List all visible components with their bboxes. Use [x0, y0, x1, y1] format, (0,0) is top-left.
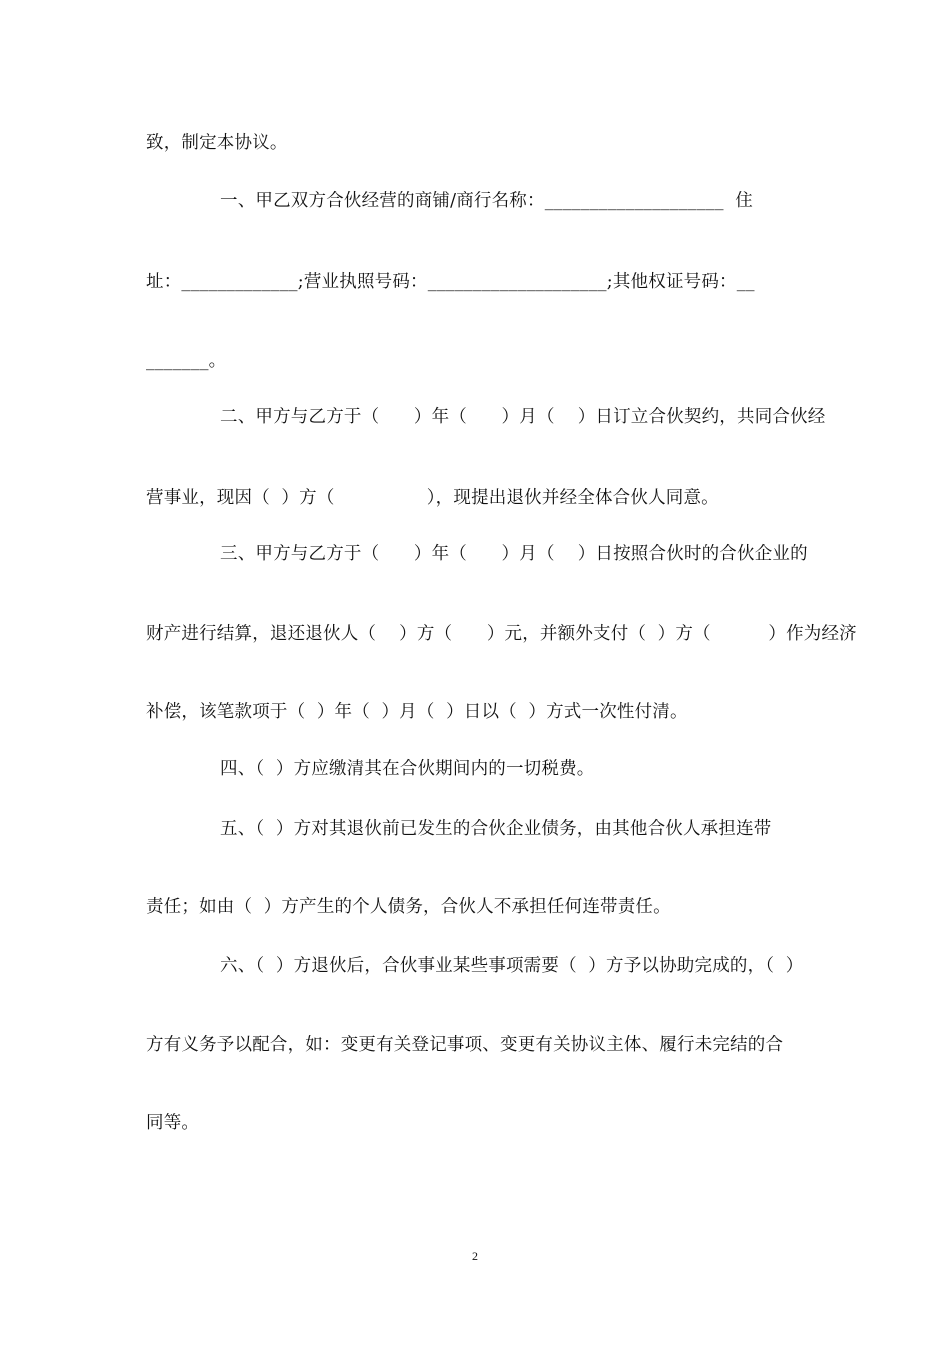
clause-1-line-1: 一、甲乙双方合伙经营的商铺/商行名称：____________________ 住	[220, 191, 753, 211]
clause-4-line-1: 四、（ ）方应缴清其在合伙期间内的一切税费。	[220, 759, 595, 779]
clause-3-line-3: 补偿，该笔款项于（ ）年（ ）月（ ）日以（ ）方式一次性付清。	[146, 702, 688, 722]
clause-2-line-1: 二、甲方与乙方于（ ）年（ ）月（ ）日订立合伙契约，共同合伙经	[220, 407, 826, 427]
clause-1-line-3: _______。	[146, 351, 227, 371]
clause-5-line-2: 责任；如由（ ）方产生的个人债务，合伙人不承担任何连带责任。	[146, 897, 671, 917]
clause-6-line-3: 同等。	[146, 1113, 200, 1133]
page-number: 2	[472, 1249, 478, 1263]
clause-2-line-2: 营事业，现因（ ）方（ ），现提出退伙并经全体合伙人同意。	[146, 488, 719, 508]
clause-1-line-2: 址：_____________;营业执照号码：____________________;其他权证号码：__	[146, 272, 755, 292]
clause-3-line-2: 财产进行结算，退还退伙人（ ）方（ ）元，并额外支付（ ）方（ ）作为经济	[146, 624, 857, 644]
clause-3-line-1: 三、甲方与乙方于（ ）年（ ）月（ ）日按照合伙时的合伙企业的	[220, 544, 808, 564]
clause-5-line-1: 五、（ ）方对其退伙前已发生的合伙企业债务，由其他合伙人承担连带	[220, 819, 772, 839]
text-line-1: 致，制定本协议。	[146, 133, 288, 153]
clause-6-line-2: 方有义务予以配合，如：变更有关登记事项、变更有关协议主体、履行未完结的合	[146, 1035, 784, 1055]
clause-6-line-1: 六、（ ）方退伙后，合伙事业某些事项需要（ ）方予以协助完成的，（ ）	[220, 956, 804, 976]
